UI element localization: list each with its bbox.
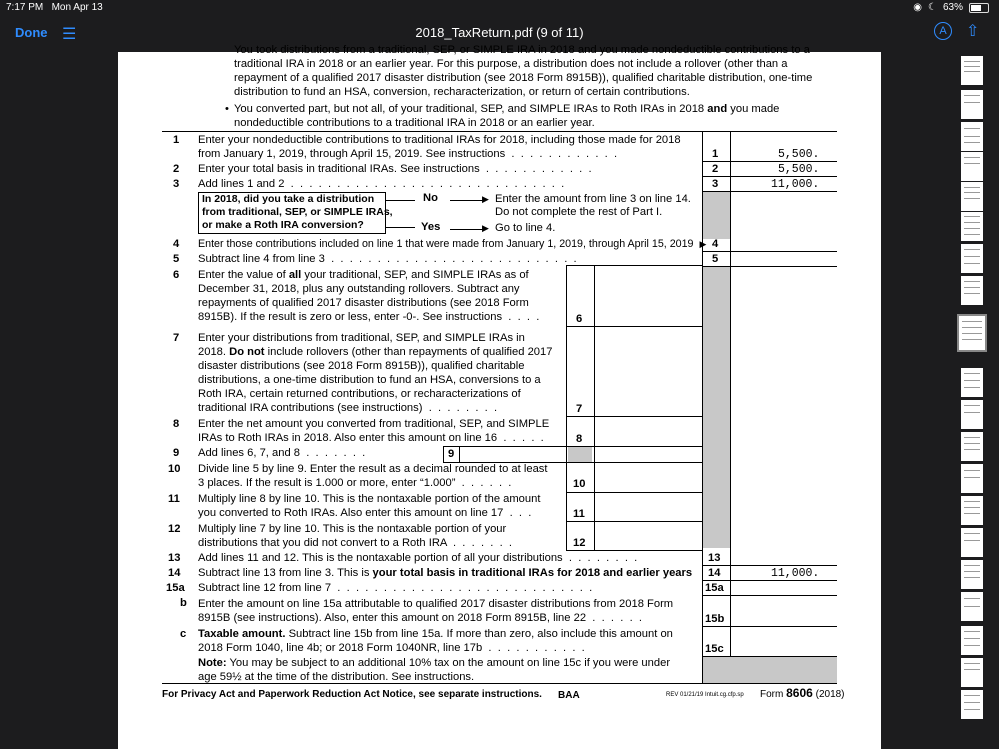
page-thumbnail[interactable] [961,368,983,397]
shaded-cell [702,656,837,683]
box-label: 11 [573,508,585,520]
line7-text: 2018. Do not include rollovers (other than repayments of qualified 2017 [198,346,553,358]
line7-text: disaster distributions (see 2018 Form 8915B)), qualified charitable [198,360,525,372]
line1-text: from January 1, 2019, through April 15, 2019. See instructions . . . . . . . . . . . . [198,148,618,160]
line-number: 3 [173,178,180,190]
line8-text: IRAs to Roth IRAs in 2018. Also enter this amount on line 16 . . . . . [198,432,544,444]
footer-form: Form 8606 (2018) [760,686,845,700]
intro-text: distribution to fund an HSA, conversion, recharacterization, or return of certain contributions. [234,86,690,98]
question-text: In 2018, did you take a distribution [202,193,375,205]
page-thumbnail[interactable] [961,432,983,461]
yes-label: Yes [421,221,441,233]
note-text: Note: You may be subject to an additional 10% tax on the amount on line 15c if you were under [198,657,671,669]
line6-text: 8915B). If the result is zero or less, enter -0-. See instructions . . . . [198,311,540,323]
box-label: 8 [576,433,583,445]
box-label: 1 [712,148,719,160]
intro-text-top: You took distributions from a traditional, SEP, or SIMPLE IRA in 2018 and you made nondeductible contributions to a [234,44,810,56]
list-icon[interactable]: ☰ [62,26,77,43]
page-thumbnail[interactable] [961,244,983,273]
question-text: or make a Roth IRA conversion? [202,219,364,231]
line12-text: distributions that you did not convert to a Roth IRA . . . . . . . [198,537,513,549]
page-thumbnail[interactable] [961,658,983,687]
pdf-page [118,44,881,749]
line-number: 11 [168,493,180,505]
shaded-cell [568,447,592,462]
line-number: 7 [173,332,180,344]
page-thumbnail[interactable] [961,122,983,151]
box-label: 2 [712,163,719,175]
bullet: • [225,103,229,115]
box-label: 12 [573,537,586,549]
box-label: 15b [705,613,725,625]
footer-rev: REV 01/21/19 Intuit.cg.cfp.sp [666,692,744,698]
line14-value[interactable]: 11,000. [771,567,820,580]
share-icon[interactable]: ⇧ [966,23,980,40]
box-label: 15a [705,582,724,594]
page-thumbnail[interactable] [961,400,983,429]
box-label: 6 [576,313,583,325]
footer-baa: BAA [558,690,580,701]
page-thumbnail[interactable] [961,592,983,621]
arrow-right-icon: ▶ [482,223,489,233]
status-right [913,2,989,13]
line-number: 5 [173,253,180,265]
line-number: 9 [173,447,180,459]
line6-text: repayments of qualified 2017 disaster distributions (see 2018 Form [198,297,529,309]
box-label: 4 [712,238,719,250]
line10-text: 3 places. If the result is 1.000 or more, enter “1.000” . . . . . . [198,477,512,489]
line6-text: Enter the value of all your traditional, SEP, and SIMPLE IRAs as of [198,269,529,281]
page-thumbnail[interactable] [961,90,983,119]
page-thumbnail[interactable] [961,464,983,493]
note-text: age 59½ at the time of the distribution. See instructions. [198,671,475,683]
line-number: 12 [168,523,181,535]
line8-text: Enter the net amount you converted from traditional, SEP, and SIMPLE [198,418,550,430]
box-label: 5 [712,253,719,265]
line-number: 14 [168,567,181,579]
line-number: 13 [168,552,181,564]
no-instruction: Do not complete the rest of Part I. [495,206,663,218]
line-number: 4 [173,238,180,250]
line15c-text: 2018 Form 1040, line 4b; or 2018 Form 1040NR, line 17b . . . . . . . . . . . [198,642,585,654]
page-thumbnail-current[interactable] [959,316,985,350]
line14-text: Subtract line 13 from line 3. This is your total basis in traditional IRAs for 2018 and earlier years [198,567,693,579]
bullet-text: nondeductible contributions to a traditional IRA in 2018 or an earlier year. [234,117,595,129]
document-title: 2018_TaxReturn.pdf (9 of 11) [415,25,584,40]
line7-text: traditional IRA contributions (see instructions) . . . . . . . . [198,402,498,414]
line1-text: Enter your nondeductible contributions to traditional IRAs for 2018, including those made for 2018 [198,134,681,146]
box-label: 10 [573,478,586,490]
line2-text: Enter your total basis in traditional IRAs. See instructions . . . . . . . . . . . . [198,163,592,175]
line-number: 8 [173,418,180,430]
line15a-text: Subtract line 12 from line 7 . . . . . . . . . . . . . . . . . . . . . . . . . . . . [198,582,593,594]
line1-value[interactable]: 5,500. [778,148,820,161]
line9-text: Add lines 6, 7, and 8 . . . . . . . [198,447,366,459]
yes-instruction: Go to line 4. [495,222,556,234]
line11-text: you converted to Roth IRAs. Also enter this amount on line 17 . . . [198,507,532,519]
battery-icon [969,3,989,13]
box-label: 13 [708,552,721,564]
no-instruction: Enter the amount from line 3 on line 14. [495,193,691,205]
page-thumbnail[interactable] [961,560,983,589]
line6-text: December 31, 2018, plus any outstanding rollovers. Subtract any [198,283,520,295]
status-bar [0,0,999,16]
line13-text: Add lines 11 and 12. This is the nontaxable portion of all your distributions . . . . . . . . [198,552,638,564]
line15b-text: 8915B (see instructions). Also, enter this amount on 2018 Form 8915B, line 22 . . . . . . [198,612,643,624]
box-label: 15c [705,643,724,655]
line15c-text: Taxable amount. Subtract line 15b from line 15a. If more than zero, also include this amount on [198,628,673,640]
wifi-icon: ◉ [913,2,923,13]
page-thumbnail[interactable] [961,56,983,85]
line7-text: distributions, a one-time distribution to fund an HSA, conversions to a [198,374,541,386]
status-time-date: 7:17 PM Mon Apr 13 [6,2,103,13]
arrow-right-icon: ▶ [482,194,489,204]
line-number: c [180,628,187,640]
page-thumbnail[interactable] [961,212,983,241]
page-thumbnails [955,52,995,749]
page-thumbnail[interactable] [961,182,983,211]
battery-percent: 63% [942,2,963,13]
page-thumbnail[interactable] [961,626,983,655]
page-thumbnail[interactable] [961,690,983,719]
line-number: 6 [173,269,180,281]
footer-notice: For Privacy Act and Paperwork Reduction Act Notice, see separate instructions. [162,689,542,700]
bullet-text: You converted part, but not all, of your traditional, SEP, and SIMPLE IRAs to Roth IRAs in 2018 and you made [234,103,780,115]
shaded-cell [702,266,730,548]
line2-value[interactable]: 5,500. [778,163,820,176]
line3-text: Add lines 1 and 2 . . . . . . . . . . . . . . . . . . . . . . . . . . . . . . [198,178,565,190]
page-thumbnail[interactable] [961,152,983,181]
line-number: 10 [168,463,181,475]
line-number: b [180,597,187,609]
line10-text: Divide line 5 by line 9. Enter the result as a decimal rounded to at least [198,463,548,475]
moon-icon: ☾ [928,2,937,13]
line7-text: Enter your distributions from traditional, SEP, and SIMPLE IRAs in [198,332,525,344]
line3-value[interactable]: 11,000. [771,178,820,191]
line4-text: Enter those contributions included on line 1 that were made from January 1, 2019, through April 15, 2019 ▶ [198,238,707,250]
line15b-text: Enter the amount on line 15a attributable to qualified 2017 disaster distributions from 2018 Form [198,598,674,610]
no-label: No [423,192,438,204]
line7-text: Roth IRA, certain returned contributions, or recharacterizations of [198,388,521,400]
intro-text: traditional IRA in 2018 or an earlier year. For this purpose, a distribution does not include a rollover (other than a [234,58,788,70]
box-label: 7 [576,403,583,415]
question-text: from traditional, SEP, or SIMPLE IRAs, [202,206,393,218]
page-thumbnail[interactable] [961,528,983,557]
box-label: 9 [448,448,455,460]
box-label: 14 [708,567,721,579]
intro-text: repayment of a qualified 2017 disaster distribution (see 2018 Form 8915B)), qualified charitable distribution, one-time [234,72,813,84]
line-number: 1 [173,134,180,146]
markup-icon[interactable]: A [934,22,952,40]
line12-text: Multiply line 7 by line 10. This is the nontaxable portion of your [198,523,507,535]
line-number: 2 [173,163,180,175]
box-label: 3 [712,178,719,190]
line-number: 15a [166,582,185,594]
done-button[interactable]: Done [15,25,48,40]
line11-text: Multiply line 8 by line 10. This is the nontaxable portion of the amount [198,493,541,505]
line5-text: Subtract line 4 from line 3 . . . . . . . . . . . . . . . . . . . . . . . . . . . [198,253,577,265]
shaded-cell [702,192,730,239]
page-thumbnail[interactable] [961,276,983,305]
page-thumbnail[interactable] [961,496,983,525]
